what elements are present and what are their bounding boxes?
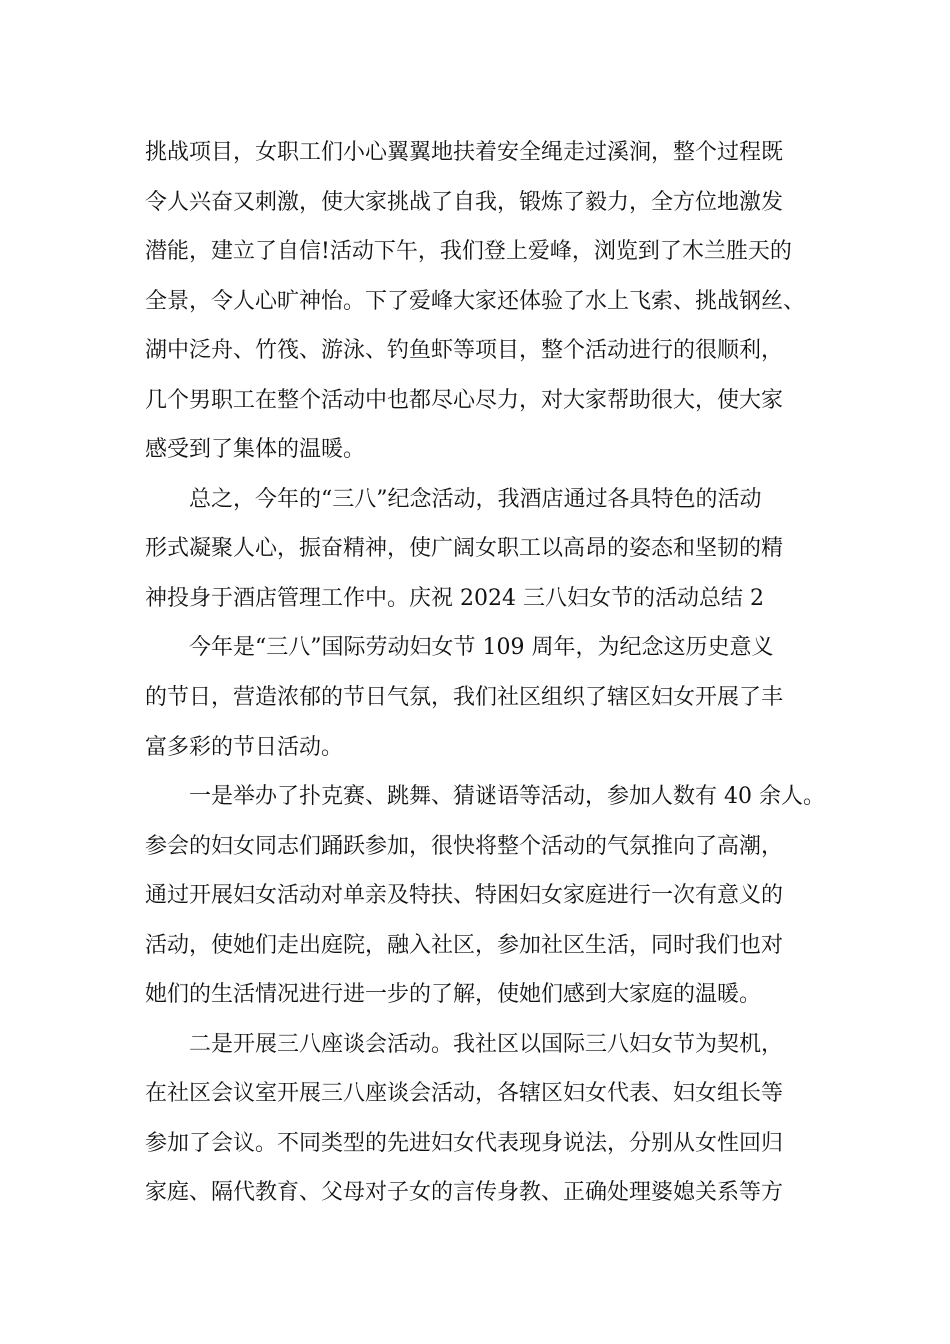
text-line: 感受到了集体的温暖。 [145, 437, 366, 463]
text-line: 参会的妇女同志们踊跃参加，很快将整个活动的气氛推向了高潮， [145, 833, 784, 859]
text-line: 形式凝聚人心，振奋精神，使广阔女职工以高昂的姿态和坚韧的精 [145, 536, 784, 562]
text-line: 全景，令人心旷神怡。下了爱峰大家还体验了水上飞索、挑战钢丝、 [145, 288, 806, 314]
text-line: 几个男职工在整个活动中也都尽心尽力，对大家帮助很大，使大家 [145, 387, 784, 413]
text-line: 她们的生活情况进行进一步的了解，使她们感到大家庭的温暖。 [145, 982, 762, 1008]
body-text [145, 128, 835, 1218]
text-line: 总之，今年的“三八”纪念活动，我酒店通过各具特色的活动 [189, 486, 762, 512]
text-line: 家庭、隔代教育、父母对子女的言传身教、正确处理婆媳关系等方 [145, 1180, 784, 1206]
text-line: 参加了会议。不同类型的先进妇女代表现身说法，分别从女性回归 [145, 1130, 784, 1156]
text-line: 活动，使她们走出庭院，融入社区，参加社区生活，同时我们也对 [145, 932, 784, 958]
text-line: 在社区会议室开展三八座谈会活动，各辖区妇女代表、妇女组长等 [145, 1081, 784, 1107]
text-line: 令人兴奋又刺激，使大家挑战了自我，锻炼了毅力，全方位地激发 [145, 189, 784, 215]
text-line: 神投身于酒店管理工作中。庆祝 2024 三八妇女节的活动总结 2 [145, 585, 764, 611]
text-line: 的节日，营造浓郁的节日气氛，我们社区组织了辖区妇女开展了丰 [145, 685, 784, 711]
text-line: 富多彩的节日活动。 [145, 734, 344, 760]
text-line: 今年是“三八”国际劳动妇女节 109 周年，为纪念这历史意义 [189, 635, 774, 661]
text-line: 湖中泛舟、竹筏、游泳、钓鱼虾等项目，整个活动进行的很顺利， [145, 338, 784, 364]
text-line: 潜能，建立了自信!活动下午，我们登上爱峰，浏览到了木兰胜天的 [145, 239, 792, 265]
text-line: 挑战项目，女职工们小心翼翼地扶着安全绳走过溪涧，整个过程既 [145, 140, 784, 165]
text-line: 二是开展三八座谈会活动。我社区以国际三八妇女节为契机， [189, 1031, 784, 1057]
text-line: 一是举办了扑克赛、跳舞、猜谜语等活动，参加人数有 40 余人。 [189, 784, 825, 810]
text-line: 通过开展妇女活动对单亲及特扶、特困妇女家庭进行一次有意义的 [145, 883, 784, 909]
